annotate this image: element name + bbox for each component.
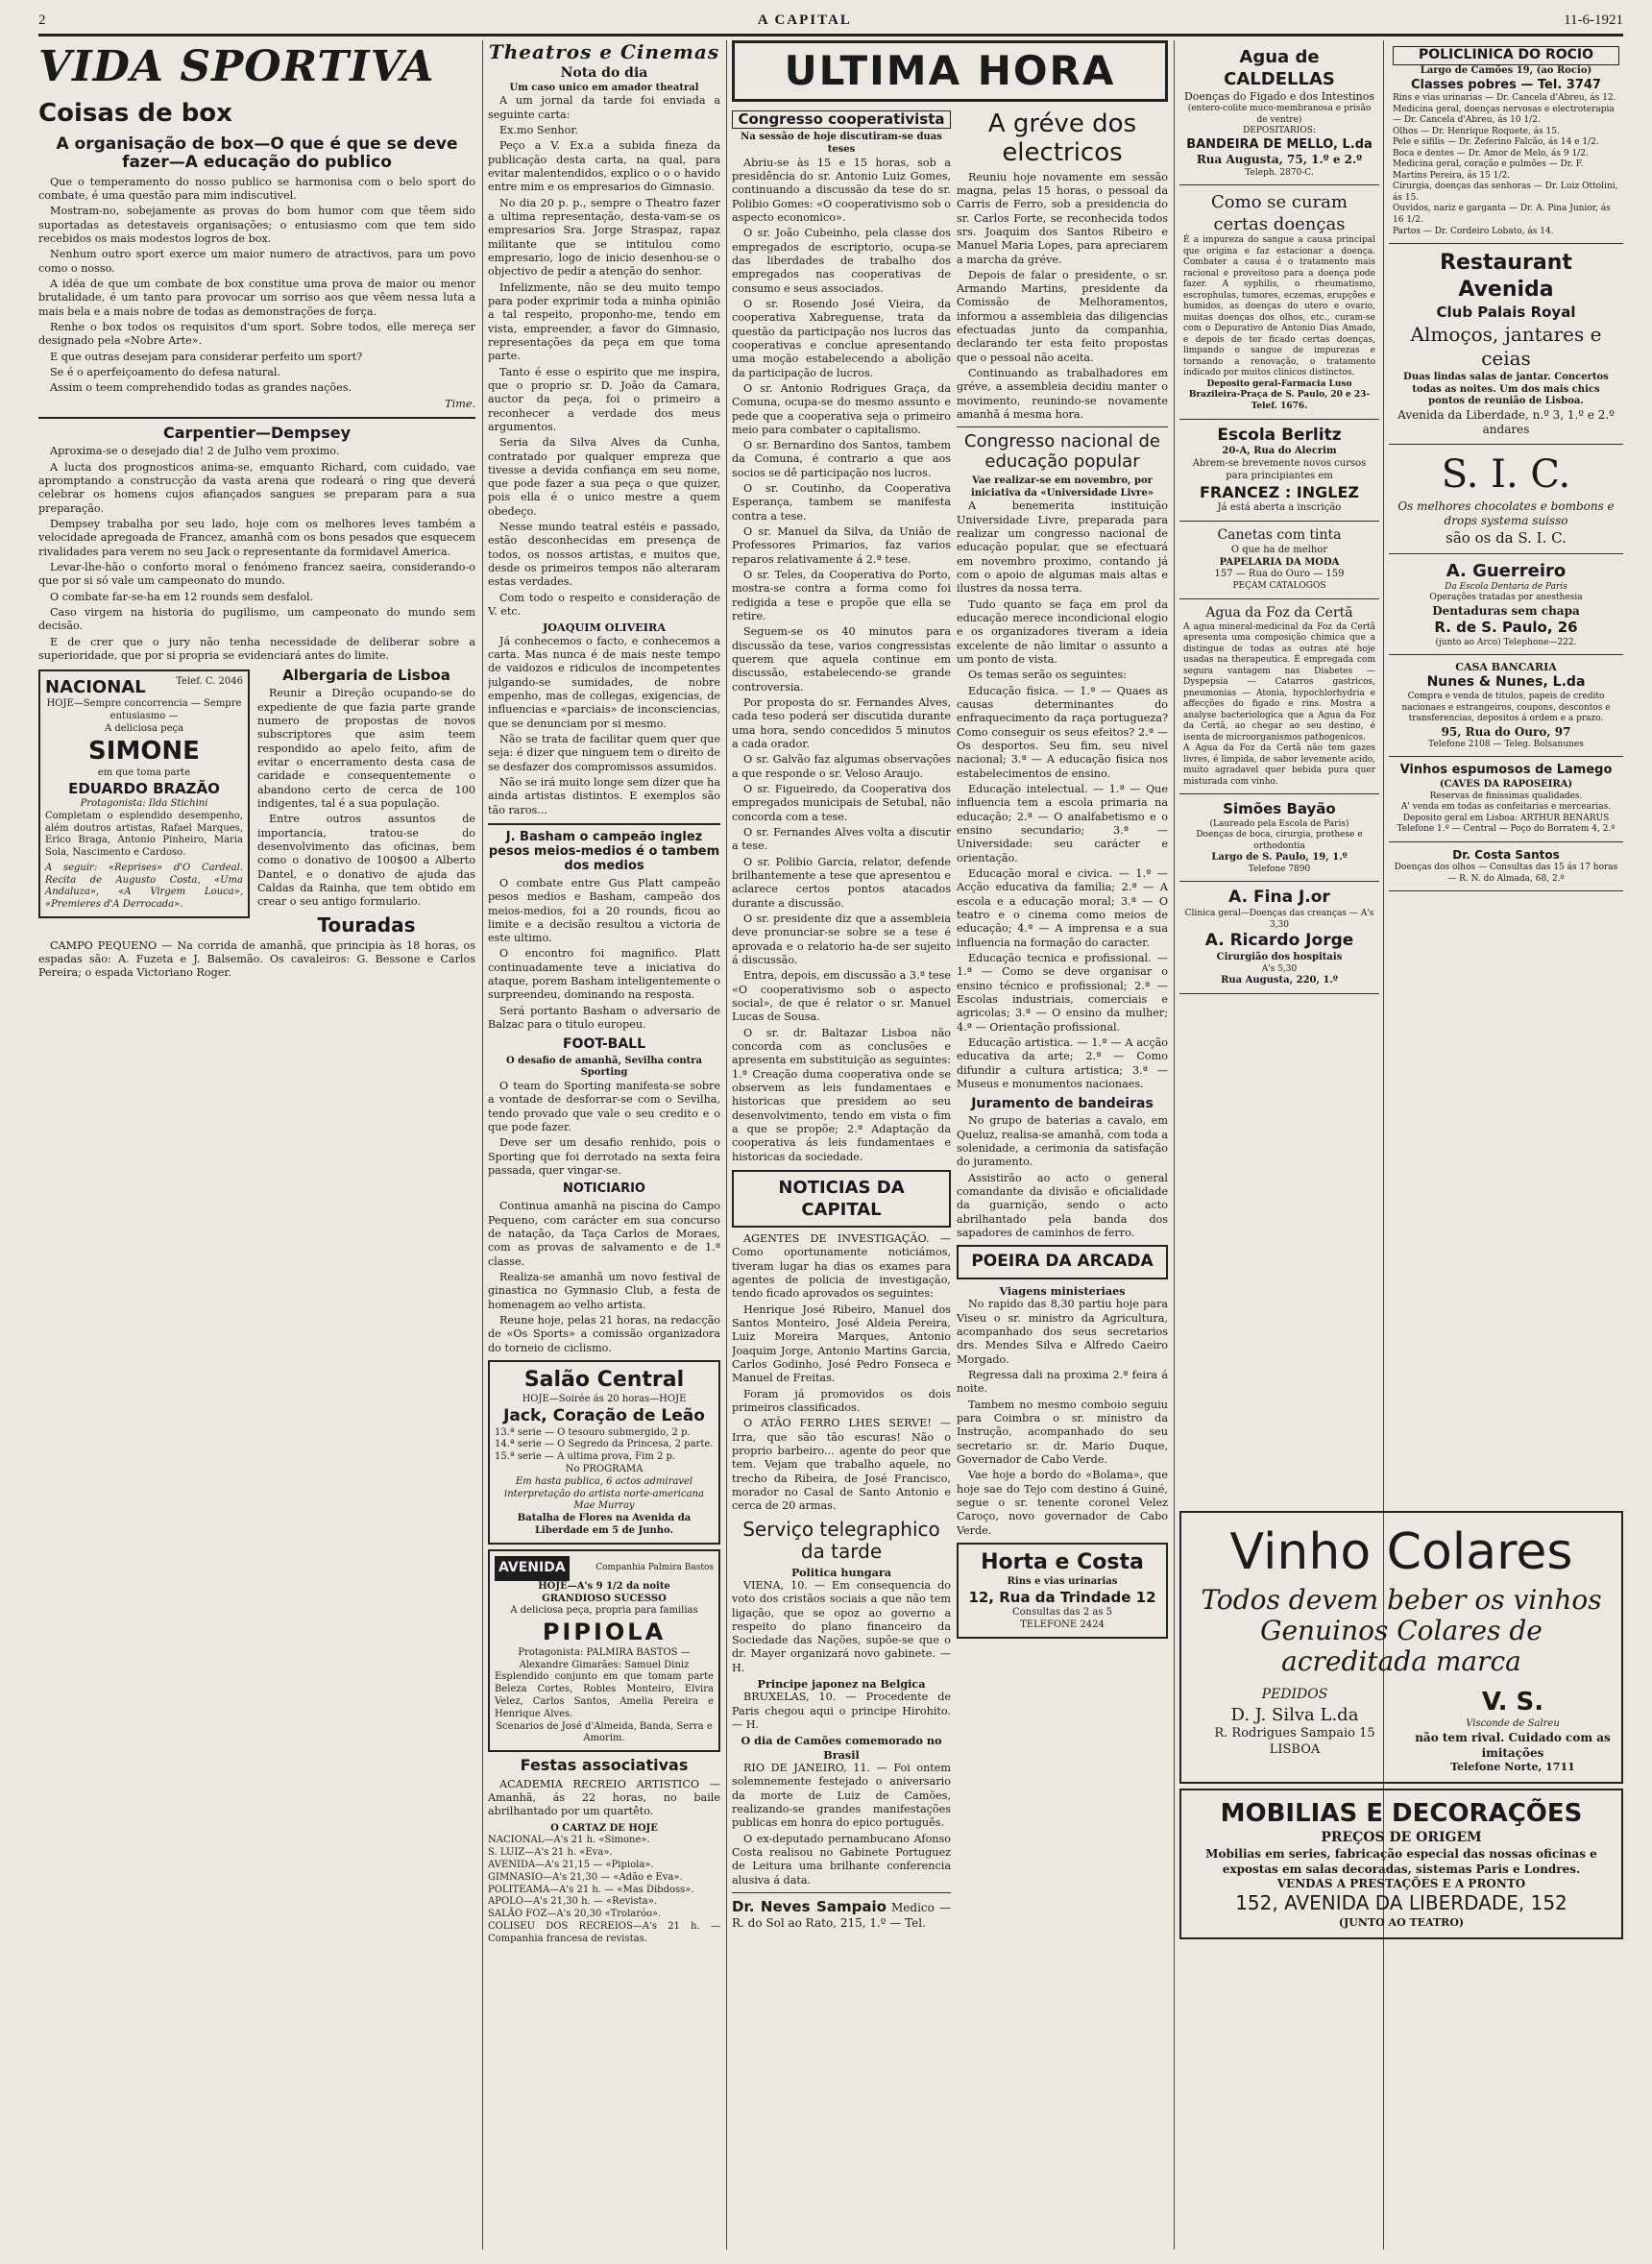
paragraph: Reuniu hoje novamente em sessão magna, pelas 15 horas, o pessoal da Carris de Ferro, sob a presidencia do sr. Carlos Forte, se reconhecida todos srs. Joaquim dos Santos Ribeiro e Manuel Maria Lopes, para apreciarem a marcha da gréve. — [957, 170, 1168, 266]
ad-line: Scenarios de José d'Almeida, Banda, Serra e Amorim. — [496, 1720, 713, 1744]
ad-title: Agua da Foz da Certã — [1205, 604, 1353, 621]
paragraph: O sr. Manuel da Silva, da União de Professores Primarios, faz varios reparos relativamente á 2.ª tese. — [732, 525, 951, 566]
column-theatres — [488, 40, 720, 2250]
paragraph: Entre outros assuntos de importancia, tratou-se do desenvolvimento das oficinas, bem como o donativo de 100$00 a Alberto Dantel, e o donativo de ajuda das Caldas da Rainha, que tem obtido em crear o seu antigo formulario. — [257, 813, 475, 909]
paragraph: Deve ser um desafio renhido, pois o Sporting que foi derrotado na sexta feira passada, quer vingar-se. — [488, 1136, 720, 1178]
carpentier-headline: Carpentier—Dempsey — [162, 423, 352, 442]
column-ultima-hora — [732, 40, 1168, 2250]
paragraph: Com todo o respeito e consideração de V. etc. — [488, 591, 720, 619]
box-article — [38, 176, 475, 411]
paragraph: Que o temperamento do nosso publico se harmonisa com o belo sport do combate, é uma questão para mim indiscutivel. — [38, 175, 475, 202]
clinic-schedule — [1393, 93, 1619, 237]
schedule-item: Ouvidos, nariz e garganta — Dr. A. Pina Junior, ás 16 1/2. — [1393, 204, 1611, 225]
paragraph: Entra, depois, em discussão a 3.ª tese «O cooperativismo sob o aspecto social», de que é relator o sr. Manuel Lucas de Sousa. — [732, 969, 951, 1024]
schedule-item: Medicina geral, coração e pulmões — Dr. F. Martins Pereira, ás 15 1/2. — [1393, 159, 1584, 181]
ad-phone: Telefone Norte, 1711 — [1450, 1760, 1575, 1773]
ad-horta-costa — [957, 1543, 1168, 1639]
poeira-banner-box — [957, 1245, 1168, 1279]
ad-sic — [1389, 445, 1623, 554]
ad-film-title: Jack, Coração de Leão — [503, 1405, 705, 1425]
ad-line: A seguir: «Reprises» d'O Cardeal. Recita de Augusto Costa, «Uma Andaluza», «A Virgem Louca», «Premieres d'A Derrocada». — [45, 862, 243, 911]
noticiario-headline: NOTICIARIO — [563, 1181, 645, 1197]
ad-title: A. Fina J.or — [1228, 888, 1330, 908]
theatros-banner: Theatros e Cinemas — [488, 40, 720, 63]
basham-headline: J. Basham o campeão inglez pesos meios-medios é o tambem dos medios — [488, 830, 720, 873]
paragraph: O combate entre Gus Platt campeão pesos medios e Basham, campeão dos meios-medios, foi a 20 rounds, ficou ao limite e a decisão resultou a victoria de este ultimo. — [488, 876, 720, 945]
ad-line: (entero-colite muco-membranosa e prisão de ventre) — [1187, 104, 1372, 125]
educacao-headline: Congresso nacional de educação popular — [964, 431, 1160, 473]
cartaz-item: NACIONAL—A's 21 h. «Simone». — [488, 1835, 650, 1846]
ad-line: GRANDIOSO SUCESSO — [542, 1593, 667, 1604]
paragraph: A idéa de que um combate de box constitue uma prova de maior ou menor brutalidade, é um tanto para provocar um sorriso aos que vêem nessa luta a mais bela e a mais nobre de todas as demonstrações de força. — [38, 277, 475, 318]
ad-line: Classes pobres — Tel. 3747 — [1411, 77, 1601, 92]
congresso-kicker: Na sessão de hoje discutiram-se duas teses — [741, 132, 942, 155]
ad-costa-santos — [1389, 842, 1623, 891]
ad-line: Os melhores chocolates e bombons e drops systema suisso — [1397, 499, 1615, 528]
paragraph: No dia 20 p. p., sempre o Theatro fazer a ultima representação, desta-vam-se os empresarios Sra. Jorge Straspaz, rapaz militante que se intitulou como empresario, logo de inicio desenhou-se o objectivo de pedir a atenção do senhor. — [488, 196, 720, 279]
ad-line: Deposito geral-Farmacia Luso Brazileira-Praça de S. Paulo, 20 e 23-Telef. 1676. — [1188, 378, 1371, 411]
ad-address: 12, Rua da Trindade 12 — [968, 1588, 1156, 1606]
paragraph: Será portanto Basham o adversario de Balzac para o titulo europeu. — [488, 1004, 720, 1032]
ad-canetas — [1179, 522, 1379, 599]
ad-line: O que ha de melhor — [1230, 544, 1328, 555]
ad-title: POLICLINICA DO ROCIO — [1393, 46, 1619, 65]
paragraph: Educação intelectual. — 1.ª — Que influencia tem a escola primaria na educação; 2.ª — O analfabetismo e o ensino secundario; 3.ª — Universidade: seu carácter e orientação. — [957, 782, 1168, 864]
ad-title: AVENIDA — [495, 1556, 570, 1581]
ad-line: PREÇOS DE ORIGEM — [1321, 1830, 1482, 1846]
ad-casa-bancaria — [1389, 655, 1623, 757]
paragraph: Peço a V. Ex.a a subida fineza da publicação desta carta, na qual, para evitar malentendidos, explico o o o havido entre mim e os empresarios do Gimnasio. — [488, 139, 720, 194]
paragraph: Não se trata de facilitar quem quer que seja: é dizer que ninguem tem o direito de se desfazer dos compromissos assumidos. — [488, 733, 720, 773]
paragraph: Educação fisica. — 1.ª — Quaes as causas determinantes do enfraquecimento da raça portugueza? Como conseguir os seus efeitos? 2.ª — Os desportos. Seu fim, seu nivel nacional; 3.ª — A educação fisica nos estabelecimentos de ensino. — [957, 684, 1168, 780]
ad-line: Rins e vias urinarias — [1007, 1576, 1118, 1588]
ad-phone: Telefone 2108 — Teleg. Bolsanunes — [1428, 739, 1584, 749]
column-divider — [726, 40, 727, 2250]
ad-firm: D. J. Silva L.da — [1230, 1705, 1359, 1726]
paragraph: Foram já promovidos os dois primeiros classificados. — [732, 1387, 951, 1414]
paragraph: Mostram-no, sobejamente as provas do bom humor com que têem sido suportadas as detestaveis organisações; o entusiasmo com que tem sido recebidos os mais modestos logros de box. — [38, 205, 475, 245]
paragraph: O sr. presidente diz que a assembleia deve pronunciar-se sobre se a tese é aprovada e o relatorio ha-de ser sujeito á discussão. — [732, 912, 951, 966]
ad-address: Rua Augusta, 75, 1.º e 2.º — [1196, 153, 1363, 167]
ad-nacional — [38, 669, 250, 918]
paragraph: Nesse mundo teatral estéis e passado, estão desconhecidas em presença de todos, os nossos artistas, e muitos que, desde os primeiros tempos não alteraram estas verdades. — [488, 521, 720, 589]
paragraph: E de crer que o jury não tenha necessidade de deliberar sobre a superioridade, que por si propria se evidenciará antes do limite. — [38, 635, 475, 662]
ad-title: Dr. Neves Sampaio — [732, 1898, 887, 1916]
ad-line: A deliciosa peça, propria para familias — [510, 1605, 698, 1617]
ad-phone: Teleph. 2870-C. — [1245, 167, 1314, 178]
ad-line: Almoços, jantares e ceias — [1410, 322, 1602, 371]
noticias-headline: NOTICIAS DA CAPITAL — [778, 1177, 905, 1220]
ad-address: Largo de S. Paulo, 19, 1.º — [1211, 852, 1348, 864]
ad-line: Operações tratadas por anesthesia — [1429, 593, 1583, 603]
noticias-banner-box — [732, 1170, 951, 1228]
schedule-item: Olhos — Dr. Henrique Roquete, ás 15. — [1393, 126, 1560, 136]
ad-slogan: Todos devem beber os vinhos Genuinos Colares de acreditada marca — [1201, 1583, 1602, 1677]
ad-line: Medico — R. do Sol ao Rato, 215, 1.º — Tel. — [732, 1901, 951, 1931]
ad-body: A Agua da Foz da Certã não tem gazes livres, é limpida, de sabor levemente acido, muito agradavel quer bebida pura quer misturada com vinho. — [1183, 743, 1375, 787]
ad-line: No PROGRAMA — [565, 1464, 644, 1475]
ad-line: A deliciosa peça — [104, 722, 184, 734]
ad-phone: Telef. C. 2046 — [176, 676, 243, 688]
paragraph: CAMPO PEQUENO — Na corrida de amanhã, que principia às 18 horas, os espadas são: A. Fuzeta e J. Balsemão. Os cavaleiros: G. Bessone e Carlos Pereira; o espada Victoriano Roger. — [38, 938, 475, 980]
paragraph: Abriu-se às 15 e 15 horas, sob a presidência do sr. Antonio Luiz Gomes, continuando a discussão da tese do sr. Polibio Gomes: «O cooperativismo sob o aspecto economico». — [732, 156, 951, 224]
ad-vinho-colares — [1179, 1511, 1623, 1784]
cartaz-item: SALÃO FOZ—A's 20,30 «Trolaróo». — [488, 1909, 662, 1920]
paragraph: Tambem no mesmo comboio seguiu para Coimbra o sr. ministro da Instrução, acompanhado do seu secretario sr. dr. Mario Duque, Governador de Cabo Verde. — [957, 1398, 1168, 1466]
congresso-article — [732, 106, 951, 1932]
ad-simoes-bayao — [1179, 794, 1379, 882]
ad-caldellas — [1179, 40, 1379, 185]
ad-line: 13.ª serie — O tesouro submergido, 2 p. — [495, 1426, 691, 1438]
ad-avenida — [488, 1549, 720, 1752]
ad-address: Avenida da Liberdade, n.º 3, 1.º e 2.º andares — [1397, 408, 1615, 437]
ad-line: em que toma parte — [97, 767, 191, 778]
servico-headline: Serviço telegraphico da tarde — [742, 1517, 940, 1563]
vida-sportiva-banner: VIDA SPORTIVA — [38, 42, 435, 91]
paragraph: Henrique José Ribeiro, Manuel dos Santos Monteiro, José Aldeia Pereira, Luiz Moreira Marques, Antonio Joaquim Jorge, Antonio Martins Garcia, Carlos Godinho, José Pedro Fonseca e Manuel de Freitas. — [732, 1302, 951, 1385]
ad-como-se-curam — [1179, 185, 1379, 419]
ad-guerreiro — [1389, 554, 1623, 655]
ad-line: PEDIDOS — [1261, 1687, 1328, 1703]
ad-line: Cirurgião dos hospitais — [1216, 951, 1343, 962]
paragraph: No grupo de baterias a cavalo, em Queluz, realisa-se amanhã, com toda a solenidade, a cerimonia da satisfação do juramento. — [957, 1114, 1168, 1169]
ad-address: R. de S. Paulo, 26 — [1434, 619, 1578, 637]
paragraph: O sr. João Cubeinho, pela classe dos empregados de escriptorio, ocupa-se das liberdades de trabalho dos empregados nas cooperativas de consumo e seus associados. — [732, 227, 951, 295]
ad-line: HOJE—A's 9 1/2 da noite — [538, 1580, 670, 1592]
ad-berlitz — [1179, 420, 1379, 522]
column-ads-right — [1389, 40, 1623, 1496]
cartaz-title: O CARTAZ DE HOJE — [550, 1822, 658, 1834]
paragraph: A um jornal da tarde foi enviada a seguinte carta: — [488, 94, 720, 121]
paragraph: O sr. Teles, da Cooperativa do Porto, mostra-se contra a forma como foi redigida a tese e propõe que ella se retire. — [732, 569, 951, 623]
ad-address: Rua Augusta, 220, 1.º — [1221, 975, 1338, 986]
ad-address: Largo de Camões 19, (ao Rocio) — [1420, 64, 1592, 76]
ad-address: 20-A, Rua do Alecrim — [1222, 446, 1337, 457]
masthead — [38, 8, 1623, 37]
carpentier-article — [38, 445, 475, 663]
ad-line: não tem rival. Cuidado com as imitações — [1415, 1731, 1611, 1760]
schedule-item: Cirurgia, doenças das senhoras — Dr. Luiz Ottolini, ás 15. — [1393, 182, 1618, 203]
theatre-article — [488, 94, 720, 817]
ad-body: Mobilias em series, fabricação especial das nossas oficinas e expostas em salas decoradas, sistemas Paris e Londres. — [1205, 1847, 1597, 1876]
ad-line: 15.ª serie — A ultima prova, Fim 2 p. — [495, 1451, 676, 1463]
page-number: 2 — [38, 12, 46, 28]
ad-actor: EDUARDO BRAZÃO — [68, 779, 220, 797]
servico-sub: Politica hungara — [790, 1565, 892, 1579]
wide-ads — [1179, 1506, 1623, 2251]
ad-line: são os da S. I. C. — [1446, 528, 1567, 547]
ad-title: Canetas com tinta — [1217, 526, 1342, 543]
ad-fina-jorge — [1179, 882, 1379, 994]
ad-foz-certa — [1179, 599, 1379, 795]
column-divider — [1174, 40, 1175, 2250]
festas-headline: Festas associativas — [520, 1756, 689, 1775]
ad-line: Doenças do Figado e dos Intestinos — [1183, 90, 1375, 104]
paragraph: O sr. Antonio Rodrigues Graça, da Comuna, ocupa-se do mesmo assunto e pede que a cooperativa seja o primeiro meio para combater o capitalismo. — [732, 381, 951, 436]
nota-title: Nota do dia — [560, 64, 648, 81]
column-divider — [482, 40, 483, 2250]
paragraph: Os temas serão os seguintes: — [968, 669, 1128, 682]
paragraph: Assim o teem comprehendido todas as grandes nações. — [50, 381, 352, 395]
paragraph: O sr. Rosendo José Vieira, da cooperativa Xabreguense, trata da questão da participação nos lucros das cooperativas e conclue apresentando uma moção estabelecendo a abolição da participação de lucros. — [732, 297, 951, 379]
ad-line: Dentaduras sem chapa — [1432, 603, 1580, 618]
albergaria-headline: Albergaria de Lisboa — [282, 667, 450, 685]
signature: JOAQUIM OLIVEIRA — [543, 621, 666, 635]
ad-line: DEPOSITARIOS: — [1243, 126, 1316, 136]
poeira-sub: Viagens ministeriaes — [999, 1283, 1126, 1298]
paragraph: Ex.mo Senhor. — [499, 123, 579, 136]
paragraph: O sr. Figueiredo, da Cooperativa dos empregados municipais de Setubal, não concorda com a tese. — [732, 783, 951, 823]
ad-line: Deposito geral em Lisboa: ARTHUR BENARUS — [1402, 813, 1610, 823]
paragraph: Levar-lhe-hão o conforto moral o fenómeno francez saeira, considerando-o que por si só vale um campeonato do mundo. — [38, 560, 475, 588]
paragraph: VIENA, 10. — Em consequencia do voto dos cristãos sociais a que não tem ligação, que se opoz ao governo a respeito do plano financeiro da Sociedade das Nações, supõe-se que o dr. Mayer organizará novo gabinete. — H. — [732, 1578, 951, 1674]
paragraph: Infelizmente, não se deu muito tempo para poder exprimir toda a minha opinião a tal respeito, proponho-me, tendo em vista, empreender, a favor do Gimnasio, representações da peça em que toma parte. — [488, 280, 720, 363]
paragraph: O sr. Polibio Garcia, relator, defende brilhantemente a tese que apresentou e aclarece certos pontos atacados durante a discussão. — [732, 855, 951, 910]
ad-line: Abrem-se brevemente novos cursos — [1192, 458, 1367, 470]
schedule-item: Medicina geral, doenças nervosas e electroterapia — Dr. Cancela d'Abreu, ás 10 1/2. — [1393, 104, 1615, 126]
paragraph: Continua amanhã na piscina do Campo Pequeno, com carácter em sua concurso de natação, da Taça Carlos de Moraes, com as provas de salvamento e de 1.ª classe. — [488, 1200, 720, 1268]
ad-phone: TELEFONE 2424 — [1020, 1619, 1105, 1630]
ad-address: 152, AVENIDA DA LIBERDADE, 152 — [1235, 1891, 1567, 1915]
ad-restaurant-avenida — [1389, 244, 1623, 445]
ad-club: Club Palais Royal — [1436, 304, 1576, 322]
ad-title: Salão Central — [523, 1367, 685, 1392]
paragraph: O team do Sporting manifesta-se sobre a vontade de desforrar-se com o Sevilha, tendo provado que vale o seu credito e o que pode fazer. — [488, 1080, 720, 1134]
cartaz-item: GIMNASIO—A's 21,30 — «Adão e Eva». — [488, 1871, 683, 1883]
paragraph: Vae hoje a bordo do «Bolama», que hoje sae do Tejo com destino á Guiné, segue o sr. tenente coronel Velez Caroço, novo governador de Cabo Verde. — [957, 1469, 1168, 1537]
ad-line: (Laureado pela Escola de Paris) — [1209, 818, 1349, 829]
paragraph: No rapido das 8,30 partiu hoje para Viseu o sr. ministro da Agricultura, acompanhado dos seus secretarios drs. Mendes Silva e Alfredo Caeiro Morgado. — [957, 1298, 1168, 1366]
ad-title: Dr. Costa Santos — [1452, 847, 1560, 862]
ad-line: VENDAS A PRESTAÇÕES E A PRONTO — [1276, 1876, 1526, 1890]
ad-title: Horta e Costa — [981, 1549, 1144, 1574]
cartaz-item: S. LUIZ—A's 21 h. «Eva». — [488, 1847, 613, 1859]
servico-sub: O dia de Camões comemorado no Brasil — [741, 1734, 942, 1762]
cartaz-item: AVENIDA—A's 21,15 — «Pipiola». — [488, 1860, 654, 1871]
paragraph: O ex-deputado pernambucano Afonso Costa realisou no Gabinete Portuguez de Leitura uma brilhante conferencia alusiva á data. — [732, 1832, 951, 1887]
paragraph: O encontro foi magnifico. Platt continuadamente teve a iniciativa do ataque, porem Basham inteligentemente o surpreendeu, dominando na resposta. — [488, 947, 720, 1002]
ad-address: R. Rodrigues Sampaio 15 LISBOA — [1214, 1726, 1375, 1757]
ad-title: Simões Bayão — [1223, 800, 1336, 818]
congresso-headline: Congresso cooperativista — [732, 110, 951, 129]
ad-firm: BANDEIRA DE MELLO, L.da — [1186, 136, 1373, 152]
paragraph: E que outras desejam para considerar perfeito um sport? — [50, 350, 363, 363]
ad-title: Agua de CALDELLAS — [1224, 47, 1335, 90]
paragraph: A benemerita instituição Universidade Livre, preparada para realizar um congresso nacional de educação popular, que se efectuará em novembro proximo, contando já com o apoio de algumas mais altas e ilustres da nossa terra. — [957, 499, 1168, 596]
paragraph: O combate far-se-ha em 12 rounds sem desfalol. — [50, 590, 314, 603]
ad-line: Esplendido conjunto em que tomam parte Beleza Cortes, Robles Monteiro, Elvira Velez, Carlos Santos, Amelia Pereira e Henrique Alves. — [495, 1671, 714, 1719]
paragraph: O ATÃO FERRO LHES SERVE! — Irra, que são tão escuras! Não o proprio barbeiro... agente do peor que tem. Vejam que trabalho aquele, no trecho da Ribeira, de José Francisco, morador no Casal de Santo Antonio e cerca de 20 armas. — [732, 1417, 951, 1513]
servico-sub: Principe japonez na Belgica — [757, 1677, 926, 1692]
column-sport — [38, 40, 475, 2250]
educacao-kicker: Vae realizar-se em novembro, por iniciativa da «Universidade Livre» — [970, 475, 1154, 499]
ad-body: A agua mineral-medicinal da Foz da Certã apresenta uma composição chimica que a distingue de todas as outras até hoje usadas na therapeutica. É empregada com segura vantagem nas Diabetes — Dyspepsia — Catarros gastricos, pneumonias — Atonia, hypochlorhydria e affecções do figado e rins. Mostra a analyse bacteriologica que a Agua da Foz da Certã, ao chegar ao seu destino, é isenta de microorganismos pathogenicos. — [1183, 621, 1375, 742]
paragraph: Renhe o box todos os requisitos d'um sport. Sobre todos, elle mereça ser designado pela «Nobre Arte». — [38, 320, 475, 348]
ad-title: Vinho Colares — [1229, 1523, 1573, 1581]
ad-company: Companhia Palmira Bastos — [595, 1563, 714, 1573]
ad-play-title: PIPIOLA — [542, 1619, 667, 1646]
divider — [488, 823, 720, 825]
football-kicker: O desafio de amanhã, Sevilha contra Sporting — [505, 1055, 703, 1079]
paragraph: Reune hoje, pelas 21 horas, na redacção de «Os Sports» a comissão organizadora do torneio de ciclismo. — [488, 1314, 720, 1354]
cartaz-item: APOLO—A's 21,30 h. — «Revista». — [488, 1896, 657, 1908]
ad-line: HOJE—Sempre concorrencia — Sempre entusiasmo — — [46, 698, 242, 722]
paragraph: BRUXELAS, 10. — Procedente de Paris chegou aqui o principe Hirohito. — H. — [732, 1691, 951, 1732]
paragraph: Já conhecemos o facto, e conhecemos a carta. Mas nunca é de mais neste tempo de vaidozos e ridiculos de incompetentes julgando-se sumidades, de nobre empenho, mas de collegas, exigencias, de influencias e «parciais» de inconsciencias, que se denunciam por si mesmo. — [488, 634, 720, 730]
ad-line: HOJE—Soirée ás 20 horas—HOJE — [522, 1394, 687, 1405]
football-headline: FOOT-BALL — [562, 1036, 646, 1053]
ad-line: para principiantes em — [1226, 470, 1333, 481]
ad-title: Restaurant Avenida — [1440, 251, 1572, 303]
signature: Time. — [445, 397, 475, 410]
ad-line: Em hasta publica, 6 actos admiravel interpretação do artista norte-americana Mae Murray — [504, 1475, 704, 1512]
ad-title: NACIONAL — [45, 677, 146, 698]
ad-address: 157 — Rua do Ouro — 159 — [1214, 569, 1345, 580]
cartaz-item: COLISEU DOS RECREIOS—A's 21 h. — Companhia francesa de revistas. — [488, 1921, 720, 1944]
poeira-banner: POEIRA DA ARCADA — [971, 1252, 1154, 1272]
paragraph: Caso virgem na historia do pugilismo, um campeonato do mundo sem decisão. — [38, 605, 475, 633]
ad-languages: FRANCEZ : INGLEZ — [1199, 482, 1360, 501]
paragraph: O sr. Coutinho, da Cooperativa Esperança, tambem se manifesta contra a tese. — [732, 482, 951, 523]
ad-line: Protagonista: Ilda Stichini — [80, 797, 208, 809]
ad-line: Batalha de Flores na Avenida da Liberdade em 5 de Junho. — [517, 1513, 692, 1537]
ad-body: É a impureza do sangue a causa principal que origina e faz estacionar a doença. Combater a causa é o tratamento mais racional e proveitoso para a doença pode fazer. A syphilis, o rheumatismo, escrophulas, tumores, eczemas, erupções e humidos, as doenças do utero e ovario, muitas doenças dos olhos, etc., curam-se com o Depurativo de Antonio Dias Amado, e depois de ter ficado certas doenças, limpando o sangue de impurezas e tornando a renovação, o tratamento indicado por muitos clinicos distinctos. — [1183, 235, 1375, 378]
paragraph: Aproxima-se o desejado dia! 2 de Julho vem proximo. — [50, 445, 340, 458]
ad-line: A's 5,30 — [1261, 963, 1298, 974]
paragraph: Tanto é esse o espirito que me inspira, que o proprio sr. D. João da Camara, auctor da peça, foi o primeiro a reconhecer a verdade dos meus argumentos. — [488, 365, 720, 433]
paragraph: Educação moral e civica. — 1.ª — Acção educativa da familia; 2.ª — A escola e a educação moral; 3.ª — O teatro e o cinema como meios de educação; 4.ª — A imprensa e a sua influencia na formação do caracter. — [957, 866, 1168, 949]
paragraph: Tudo quanto se faça em prol da educação merece incondicional elogio e os organizadores tiveram a ideia excelente de não limitar o assunto a um ponto de vista. — [957, 597, 1168, 667]
paragraph: Depois de falar o presidente, o sr. Armando Martins, presidente da Comissão de Melhoramentos, informou a assembleia das diligencias efectuadas junto da companhia, declarando ter esta feito propostas que o pessoal não aceita. — [957, 268, 1168, 364]
ad-title: Como se curam certas doenças — [1211, 192, 1348, 235]
paragraph: Se é o aperfeiçoamento do defesa natural. — [50, 365, 281, 378]
paragraph: Reunir a Direção ocupando-se do expediente de que fazia parte grande numero de propostas de novos subscriptores que asim teem respondido ao apelo feito, afim de evitar o encerramento desta casa de caridade e consequentemente o abandono certo de cerca de 100 indigentes, tal é a sua população. — [257, 687, 475, 811]
paragraph: Não se irá muito longe sem dizer que ha ainda artistas distintos. E exemplos são tão raros... — [488, 776, 720, 816]
paper-name: A CAPITAL — [757, 12, 852, 28]
ad-title: A. Ricardo Jorge — [1204, 931, 1354, 951]
paragraph: AGENTES DE INVESTIGAÇÃO. — Como oportunamente noticiámos, tiveram lugar ha dias os exames para agentes de policia de investigação, tendo ficado aprovados os seguintes: — [732, 1231, 951, 1301]
ad-title: CASA BANCARIA — [1455, 661, 1557, 674]
paragraph: Dempsey trabalha por seu lado, hoje com os melhores leves também a velocidade apregoada de Francez, amanhã com os bons pesados que esquecem rivalidades para verem no seu Jack o representante da formidavel America. — [38, 517, 475, 558]
box-headline: A organisação de box—O que é que se deve fazer—A educação do publico — [56, 134, 458, 173]
greve-headline: A gréve dos electricos — [987, 109, 1137, 167]
paragraph: O sr. Fernandes Alves volta a discutir a tese. — [732, 826, 951, 853]
paragraph: Educação artistica. — 1.ª — A acção educativa da arte; 2.ª — Como difundir a cultura artistica; 3.ª — Museus e monumentos nacionaes. — [957, 1035, 1168, 1090]
ad-line: (CAVES DA RAPOSEIRA) — [1439, 779, 1573, 791]
ad-address: Telefone 1.º — Central — Poço do Borratem 4, 2.º — [1397, 824, 1616, 835]
ad-line: Doenças de boca, cirurgia, prothese e orthodontia — [1196, 830, 1363, 851]
ad-title: A. Guerreiro — [1446, 560, 1567, 581]
ad-title: MOBILIAS E DECORAÇÕES — [1220, 1798, 1583, 1828]
paragraph: Seria da Silva Alves da Cunha, contratado por qualquer empreza que tivesse a devida confiança em seu nome, que pode fazer a sua peça o que quizer, pois ella é o unico mestre a quem obedeço. — [488, 436, 720, 518]
ad-policlinica — [1389, 40, 1623, 244]
paragraph: Assistirão ao acto o general comandante da divisão e oficialidade da guarnição, sendo o acto abrilhantado pela banda dos sapadores de caminhos de ferro. — [957, 1171, 1168, 1239]
ad-phone: (junto ao Arco) Telephone—222. — [1435, 637, 1577, 647]
juramento-headline: Juramento de bandeiras — [971, 1096, 1154, 1112]
ad-line: Duas lindas salas de jantar. Concertos todas as noites. Um dos mais chics pontos de reunião de Lisboa. — [1403, 371, 1609, 407]
right-subcolumn — [957, 106, 1168, 1932]
paragraph: O sr. Galvão faz algumas observações a que responde o sr. Veloso Araujo. — [732, 753, 951, 780]
ultima-hora-banner: ULTIMA HORA — [784, 47, 1116, 94]
ad-line: Reservas de finissimas qualidades. — [1429, 791, 1583, 801]
ad-line: PEÇAM CATALOGOS — [1232, 581, 1326, 592]
ad-line: A' venda em todas as confeitarias e mercearias. — [1400, 802, 1612, 813]
ad-brand: V. S. — [1481, 1688, 1544, 1717]
cartaz-list — [488, 1835, 720, 1945]
ad-line: PAPELARIA DA MODA — [1219, 556, 1340, 568]
cartaz-item: POLITEAMA—A's 21 h. — «Mas Dibdoss». — [488, 1884, 694, 1895]
paragraph: A lucta dos prognosticos anima-se, emquanto Richard, com cuidado, vae apromptando a construcção da vasta arena que rodeará o ring que deverá celebrar os homens cujos afiançados sangues se preparam para a sua preparação. — [38, 460, 475, 515]
paragraph: Educação tecnica e profissional. — 1.ª — Como se deve organisar o ensino técnico e profissional; 2.ª — Escolas industriais, comerciais e agricolas; 3.ª — O ensino da mulher; 4.ª — Orientação profissional. — [957, 951, 1168, 1034]
ad-line: Doenças dos olhos — Consultas das 15 ás 17 horas — R. N. do Almada, 68, 2.º — [1394, 863, 1618, 884]
issue-date: 11-6-1921 — [1564, 12, 1623, 28]
ad-line: Protagonista: PALMIRA BASTOS — Alexandre Gimarães: Samuel Diniz — [518, 1646, 691, 1670]
paragraph: ACADEMIA RECREIO ARTISTICO — Amanhã, ás 22 horas, no baile abrilhantado por um quartêto. — [488, 1777, 720, 1818]
ad-phone: Telefone 7890 — [1248, 864, 1311, 874]
schedule-item: Boca e dentes — Dr. Amor de Melo, ás 9 1/2. — [1393, 148, 1589, 158]
ad-title: Vinhos espumosos de Lamego — [1399, 763, 1613, 778]
ad-firm: Nunes & Nunes, L.da — [1426, 674, 1586, 691]
ad-title: S. I. C. — [1441, 451, 1571, 497]
section-title: Coisas de box — [38, 99, 232, 129]
paragraph: Por proposta do sr. Fernandes Alves, cada teso poderá ser discutida durante uma hora, sendo concedidos 5 minutos a cada orador. — [732, 696, 951, 751]
ad-line: Completam o esplendido desempenho, além doutros artistas, Rafael Marques, Erico Braga, Antonio Pinheiro, Maria Sola, Nascimento e Cardoso. — [45, 810, 243, 859]
ad-mobilias — [1179, 1789, 1623, 1939]
ad-line: Já está aberta a inscrição — [1217, 502, 1342, 514]
paragraph: Continuando as trabalhadores em gréve, a assembleia decidiu manter o movimento, reunindo-se novamente amanhã á mesma hora. — [957, 367, 1168, 422]
paragraph: O sr. Bernardino dos Santos, tambem da Comuna, é contrario a que aos socios se dê participação nos lucros. — [732, 439, 951, 479]
schedule-item: Rins e vias urinarias — Dr. Cancela d'Abreu, ás 12. — [1393, 93, 1616, 104]
ad-address: 95, Rua do Ouro, 97 — [1441, 724, 1571, 739]
ad-body: Compra e venda de titulos, papeis de credito nacionaes e estrangeiros, coupons, descontos e transferencias, depositos á ordem e a prazo. — [1401, 692, 1611, 724]
paragraph: Regressa dali na proxima 2.ª feira á noite. — [957, 1368, 1168, 1396]
ad-line: 14.ª serie — O Segredo da Princesa, 2 parte. — [495, 1439, 714, 1450]
ad-neves-sampaio — [732, 1898, 951, 1932]
paragraph: RIO DE JANEIRO, 11. — Foi ontem solemnemente festejado o aniversario da morte de Luiz de Camões, realizando-se grandes manifestações publicas em honra do epico português. — [732, 1762, 951, 1830]
schedule-item: Partos — Dr. Cordeiro Lobato, ás 14. — [1393, 226, 1554, 236]
ad-lamego — [1389, 757, 1623, 841]
nota-kicker: Um caso unico em amador theatral — [509, 82, 699, 93]
ad-line: Clinica geral—Doenças das creanças — A's 3,30 — [1184, 909, 1374, 930]
ad-play-title: SIMONE — [88, 736, 200, 766]
paragraph: O sr. dr. Baltazar Lisboa não concorda com as conclusões e apresenta em substituição as seguintes: 1.ª Creação duma cooperativa onde se observem as leis fundamentaes e historicas que presidem ao seu desenvolvimento, tendo em vista o fim a que se propõe; 2.ª Adaptação da cooperativa ás leis fundamentaes e historicas da sociedade. — [732, 1026, 951, 1163]
ad-line: Visconde de Salreu — [1466, 1718, 1560, 1730]
schedule-item: Pele e sifilis — Dr. Zeferino Falcão, ás 14 e 1/2. — [1393, 137, 1599, 148]
ad-title: Escola Berlitz — [1217, 425, 1342, 445]
paragraph: Nenhum outro sport exerce um maior numero de atractivos, para um povo como o nosso. — [38, 248, 475, 275]
ad-line: Consultas das 2 as 5 — [1011, 1607, 1113, 1619]
touradas-headline: Touradas — [317, 913, 416, 937]
ad-salao-central — [488, 1360, 720, 1545]
paragraph: Realiza-se amanhã um novo festival de ginastica no Gymnasio Club, a festa de homenagem ao velho artista. — [488, 1271, 720, 1311]
ad-line: (JUNTO AO TEATRO) — [1338, 1915, 1465, 1929]
ad-line: Da Escola Dentaria de Paris — [1445, 581, 1567, 592]
divider — [38, 417, 475, 419]
paragraph: Seguem-se os 40 minutos para discussão da tese, varios congressistas querem que aquela continue em discussão, estabelecendo-se grande controversia. — [732, 625, 951, 694]
